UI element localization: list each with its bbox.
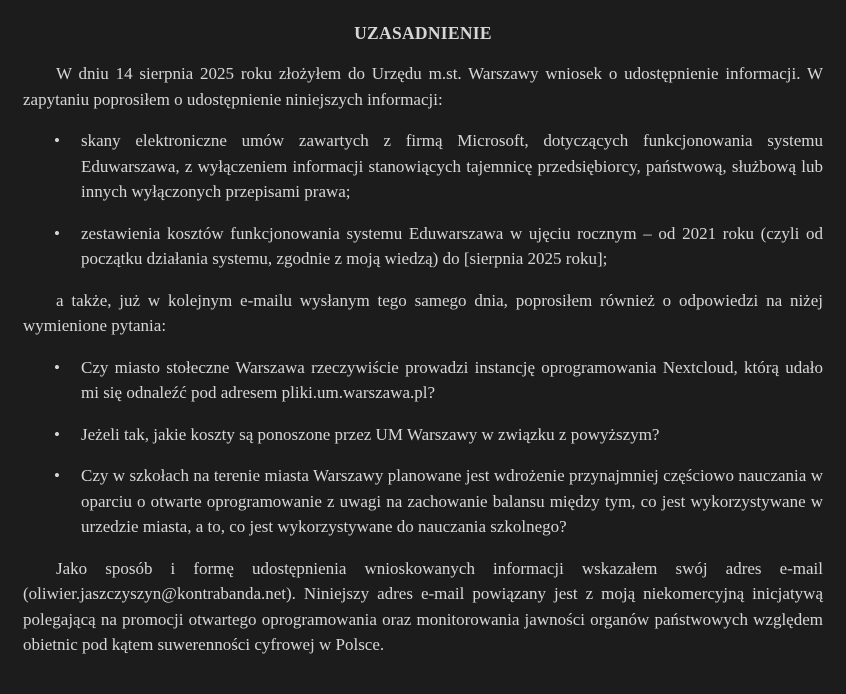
- requested-information-list: [23, 128, 823, 272]
- list-item-text: Jeżeli tak, jakie koszty są ponoszone przez UM Warszawy w związku z powyższym?: [81, 424, 660, 444]
- intro-paragraph: W dniu 14 sierpnia 2025 roku złożyłem do Urzędu m.st. Warszawy wniosek o udostępnienie informacji. W zapytaniu poprosiłem o udostępnienie niniejszych informacji:: [23, 64, 823, 109]
- bullet-marker: •: [54, 223, 60, 243]
- document-title: UZASADNIENIE: [354, 23, 492, 43]
- list-item-text: zestawienia kosztów funkcjonowania systemu Eduwarszawa w ujęciu rocznym – od 2021 roku (czyli od początku działania systemu, zgodnie z moją wiedzą) do [sierpnia 2025 roku];: [81, 223, 823, 268]
- list-item-text: skany elektroniczne umów zawartych z firmą Microsoft, dotyczących funkcjonowania systemu Eduwarszawa, z wyłączeniem informacji stanowiących tajemnicę przedsiębiorcy, państwową, służbową lub innych wyłączonych przepisami prawa;: [81, 131, 823, 201]
- list-item: [23, 355, 823, 406]
- list-item: [23, 128, 823, 205]
- bullet-marker: •: [54, 466, 60, 485]
- list-item: [23, 422, 823, 448]
- followup-paragraph: a także, już w kolejnym e-mailu wysłanym tego samego dnia, poprosiłem również o odpowiedzi na niżej wymienione pytania:: [23, 290, 823, 335]
- bullet-marker: •: [54, 131, 60, 150]
- closing-paragraph: Jako sposób i formę udostępnienia wnioskowanych informacji wskazałem swój adres e-mail (oliwier.jaszczyszyn@kontrabanda.net). Niniejszy adres e-mail powiązany jest z moją niekomercyjną inicjatywą polegającą na promocji otwartego oprogramowania oraz monitorowania jawności organów państwowych względem obietnic pod kątem suwerenności cyfrowej w Polsce.: [23, 558, 823, 654]
- list-item: [23, 221, 823, 272]
- list-item: [23, 463, 823, 540]
- questions-list: [23, 355, 823, 540]
- list-item-text: Czy miasto stołeczne Warszawa rzeczywiście prowadzi instancję oprogramowania Nextcloud, którą udało mi się odnaleźć pod adresem pliki.um.warszawa.pl?: [81, 357, 823, 402]
- list-item-text: Czy w szkołach na terenie miasta Warszawy planowane jest wdrożenie przynajmniej częściowo nauczania w oparciu o otwarte oprogramowanie z uwagi na zachowanie balansu między tym, co jest wykorzystywane w urzedzie miasta, a to, co jest wykorzystywane do nauczania szkolnego?: [81, 466, 823, 536]
- bullet-marker: •: [54, 357, 60, 377]
- bullet-marker: •: [54, 424, 60, 444]
